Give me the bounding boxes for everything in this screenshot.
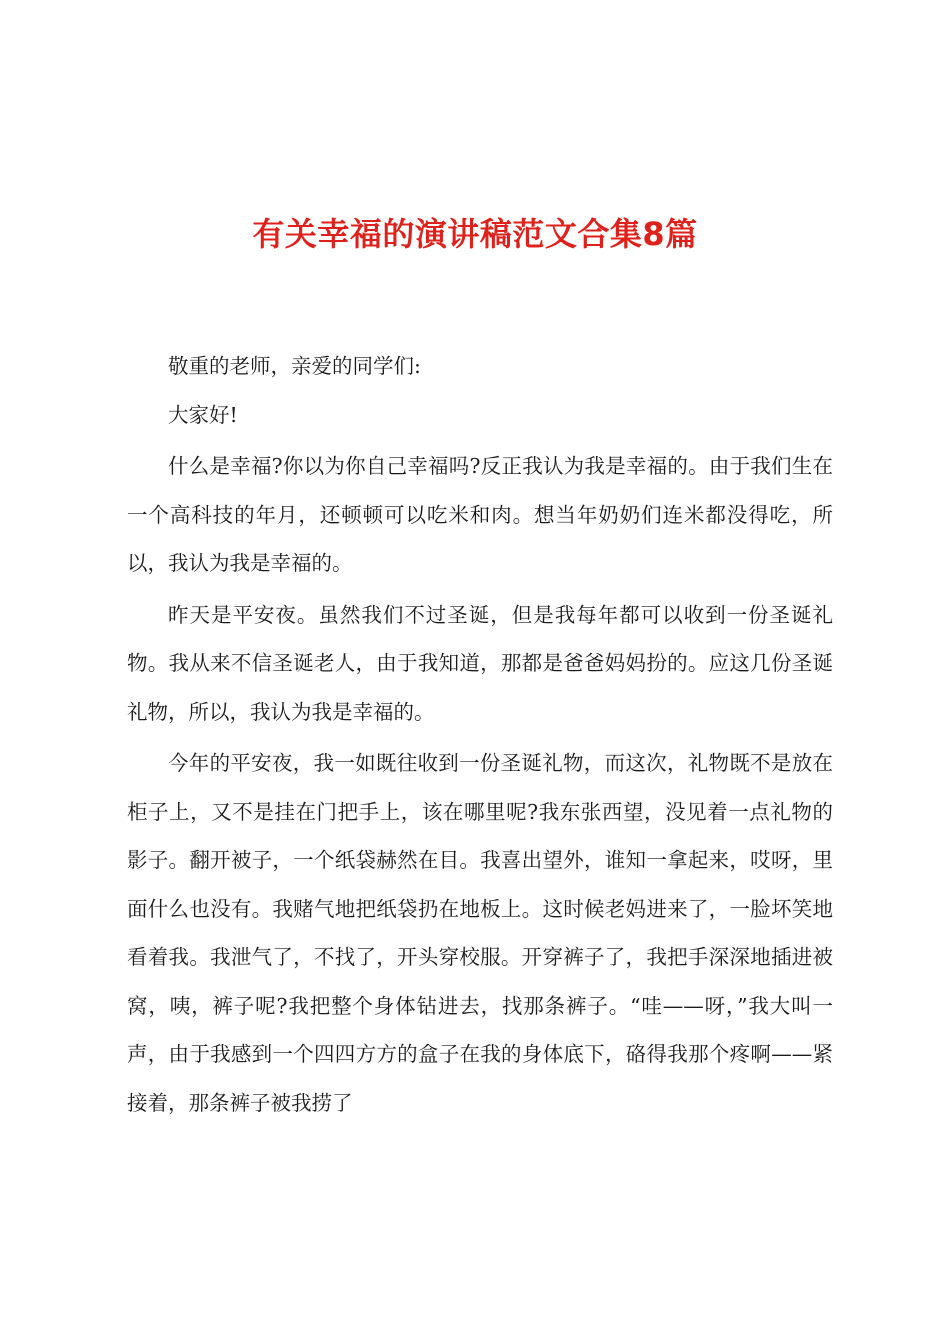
paragraph-what-is-happiness: 什么是幸福?你以为你自己幸福吗?反正我认为我是幸福的。由于我们生在一个高科技的年月，还顿顿可以吃米和肉。想当年奶奶们连米都没得吃，所以，我认为我是幸福的。 bbox=[127, 454, 833, 575]
paragraph-hello: 大家好! bbox=[168, 402, 238, 427]
paragraph-greeting: 敬重的老师，亲爱的同学们: bbox=[168, 354, 421, 378]
paragraph-this-year: 今年的平安夜，我一如既往收到一份圣诞礼物，而这次，礼物既不是放在柜子上，又不是挂在门把手上，该在哪里呢?我东张西望，没见着一点礼物的影子。翻开被子，一个纸袋赫然在目。我喜出望外，谁知一拿起来，哎呀，里面什么也没有。我赌气地把纸袋扔在地板上。这时候老妈进来了，一脸坏笑地看着我。我泄气了，不找了，开头穿校服。开穿裤子了，我把手深深地插进被窝，咦，裤子呢?我把整个身体钻进去，找那条裤子。“哇——呀，”我大叫一声，由于我感到一个四四方方的盒子在我的身体底下，硌得我那个疼啊——紧接着，那条裤子被我捞了 bbox=[127, 751, 833, 1115]
paragraph-christmas-eve: 昨天是平安夜。虽然我们不过圣诞，但是我每年都可以收到一份圣诞礼物。我从来不信圣诞老人，由于我知道，那都是爸爸妈妈扮的。应这几份圣诞礼物，所以，我认为我是幸福的。 bbox=[127, 602, 833, 724]
document-body bbox=[127, 342, 833, 1127]
document-title: 有关幸福的演讲稿范文合集8篇 bbox=[252, 215, 698, 253]
